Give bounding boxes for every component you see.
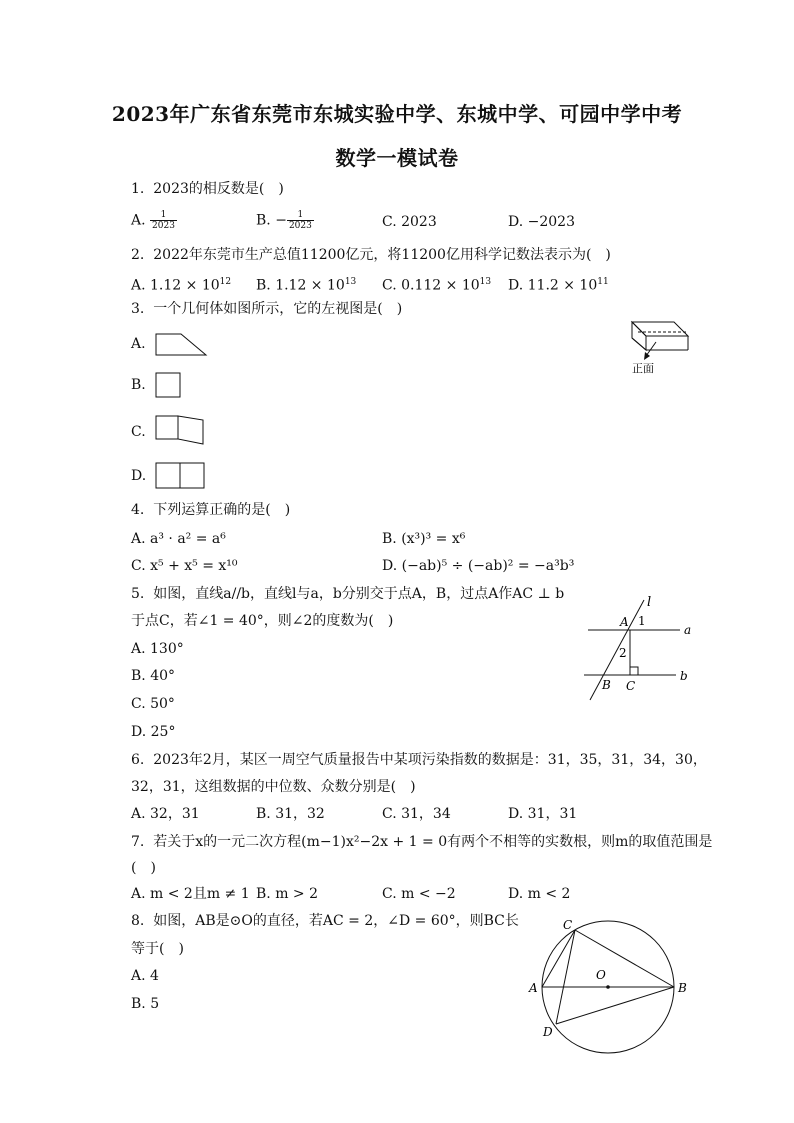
q3-shape-d: [155, 462, 207, 490]
q8-stem-line2: 等于( ): [131, 941, 184, 957]
q8-option-b: B. 5: [131, 996, 160, 1012]
q5-label-A: A: [620, 615, 629, 629]
q5-stem-line1: 5. 如图，直线a//b，直线l与a，b分别交于点A，B，过点A作AC ⊥ b: [131, 586, 565, 602]
q5-label-l: l: [647, 595, 652, 610]
q6-option-c: C. 31，34: [382, 806, 451, 822]
q1-stem: 1. 2023的相反数是( ): [131, 181, 284, 197]
q7-option-d: D. m < 2: [508, 886, 571, 902]
q8-label-B: B: [678, 981, 687, 995]
q5-label-b: b: [680, 669, 688, 683]
q1-fraction-b: $\frac{1}{2023}$: [288, 210, 312, 231]
q8-label-O: O: [596, 968, 606, 982]
q1-option-b: B. − $\frac{1}{2023}$: [256, 210, 312, 231]
q2-option-a: A. $1.12 \times 10^{12}$: [131, 277, 232, 294]
page-subtitle: 数学一模试卷: [335, 146, 459, 170]
q4-stem: 4. 下列运算正确的是( ): [131, 502, 291, 518]
q5-label-2: 2: [619, 646, 627, 660]
q5-label-a: a: [684, 623, 692, 637]
q3-option-d: D.: [131, 468, 147, 484]
q6-option-b: B. 31，32: [256, 806, 325, 822]
q2-option-d: D. $11.2 \times 10^{11}$: [508, 277, 609, 294]
q2-stem: 2. 2022年东莞市生产总值11200亿元，将11200亿用科学记数法表示为( ): [131, 247, 611, 263]
q8-label-A: A: [529, 981, 538, 995]
q1-option-c: C. 2023: [382, 214, 437, 230]
q6-stem-line1: 6. 2023年2月，某区一周空气质量报告中某项污染指数的数据是：31，35，31，34，30，: [131, 752, 707, 768]
q4-option-d: D. (−ab)⁵ ÷ (−ab)² = −a³b³: [382, 558, 575, 574]
q6-stem-line2: 32，31，这组数据的中位数、众数分别是( ): [131, 779, 416, 795]
q5-label-1: 1: [638, 614, 646, 628]
q3-option-b: B.: [131, 377, 146, 393]
q1-option-a: A. $\frac{1}{2023}$: [131, 210, 175, 231]
q1-fraction-a: $\frac{1}{2023}$: [152, 210, 175, 231]
q3-stem: 3. 一个几何体如图所示，它的左视图是( ): [131, 301, 403, 317]
q5-option-c: C. 50°: [131, 696, 175, 712]
q3-fig-label: 正面: [632, 362, 654, 375]
q4-option-b: B. (x³)³ = x⁶: [382, 531, 466, 547]
q2-option-b: B. $1.12 \times 10^{13}$: [256, 277, 357, 294]
q7-stem-line1: 7. 若关于x的一元二次方程(m−1)x²−2x + 1 = 0有两个不相等的实数根，则m的取值范围是: [131, 834, 713, 850]
q8-label-C: C: [563, 918, 573, 932]
q5-option-b: B. 40°: [131, 668, 176, 684]
q8-stem-line1: 8. 如图，AB是⊙O的直径，若AC = 2，∠D = 60°，则BC长: [131, 913, 519, 929]
q4-option-c: C. x⁵ + x⁵ = x¹⁰: [131, 558, 238, 574]
q3-shape-c: [155, 414, 207, 446]
q2-option-c: C. $0.112 \times 10^{13}$: [382, 277, 492, 294]
q6-option-d: D. 31，31: [508, 806, 578, 822]
q5-stem-line2: 于点C，若∠1 = 40°，则∠2的度数为( ): [131, 613, 394, 629]
q3-solid-figure: [628, 308, 694, 378]
q3-option-c: C.: [131, 424, 146, 440]
q7-stem-line2: ( ): [131, 860, 156, 876]
q3-shape-b-square: [155, 372, 182, 399]
q8-option-a: A. 4: [131, 968, 159, 984]
q5-label-C: C: [626, 679, 636, 693]
q5-option-a: A. 130°: [131, 641, 184, 657]
q8-label-D: D: [543, 1025, 553, 1039]
q7-option-a: A. m < 2且m ≠ 1: [131, 886, 250, 902]
q8-circle-figure: [525, 915, 700, 1065]
q4-option-a: A. a³ · a² = a⁶: [131, 531, 226, 547]
q6-option-a: A. 32，31: [131, 806, 200, 822]
q7-option-b: B. m > 2: [256, 886, 319, 902]
q3-shape-a-trapezoid: [155, 333, 207, 357]
q5-figure: [580, 592, 700, 707]
q5-label-B: B: [602, 678, 611, 692]
q5-option-d: D. 25°: [131, 724, 176, 740]
page-title: 2023年广东省东莞市东城实验中学、东城中学、可园中学中考: [111, 102, 683, 126]
q7-option-c: C. m < −2: [382, 886, 456, 902]
q1-option-d: D. −2023: [508, 214, 575, 230]
q3-option-a: A.: [131, 336, 146, 352]
